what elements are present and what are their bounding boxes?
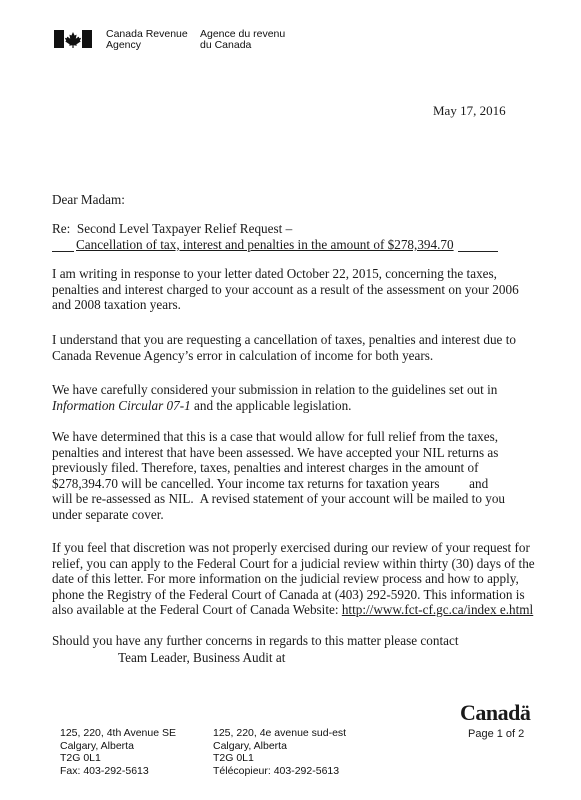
re-line bbox=[52, 221, 292, 237]
agency-fr-line2: du Canada bbox=[200, 39, 252, 51]
signatory-title: Team Leader, Business Audit at bbox=[118, 650, 286, 665]
paragraph-determination bbox=[52, 429, 552, 523]
paragraph2-line: I understand that you are requesting a cancellation of taxes, penalties and interest due to bbox=[52, 332, 516, 347]
address-en-line: Fax: 403-292-5613 bbox=[60, 764, 149, 777]
paragraph4-line: penalties and interest that have been assessed. We have accepted your NIL returns as bbox=[52, 444, 499, 460]
address-english bbox=[60, 727, 176, 777]
paragraph3-tail: and the applicable legislation. bbox=[190, 397, 352, 413]
subject-underline-left bbox=[52, 251, 74, 252]
paragraph-consideration bbox=[52, 382, 552, 413]
paragraph1-line: I am writing in response to your letter dated October 22, 2015, concerning the taxes, bbox=[52, 266, 497, 281]
agency-name-english bbox=[106, 29, 188, 51]
canada-wordmark-logo: Canadä bbox=[460, 700, 531, 725]
address-en-line: Calgary, Alberta bbox=[60, 739, 134, 752]
paragraph4-line: We have determined that this is a case that would allow for full relief from the taxes, bbox=[52, 429, 499, 444]
address-en-line: T2G 0L1 bbox=[60, 752, 101, 764]
re-label: Re: bbox=[52, 221, 71, 236]
paragraph4-line: will be re-assessed as NIL. A revised statement of your account will be mailed to you bbox=[52, 491, 506, 507]
salutation: Dear Madam: bbox=[52, 192, 125, 207]
paragraph5-line: date of this letter. For more information on the judicial review process and how to apply, bbox=[52, 571, 519, 587]
closing-sentence: Should you have any further concerns in regards to this matter please contact bbox=[52, 633, 459, 648]
paragraph4-line: $278,394.70 will be cancelled. Your income tax returns for taxation years and bbox=[52, 475, 489, 491]
paragraph3-line2 bbox=[52, 398, 552, 414]
letter-date: May 17, 2016 bbox=[433, 103, 506, 118]
paragraph1-line: and 2008 taxation years. bbox=[52, 297, 181, 313]
address-fr-line: T2G 0L1 bbox=[213, 752, 254, 764]
agency-en-line1: Canada Revenue bbox=[106, 28, 188, 40]
paragraph-response bbox=[52, 266, 552, 313]
address-en-line: 125, 220, 4th Avenue SE bbox=[60, 727, 176, 739]
canada-flag-icon bbox=[54, 30, 92, 48]
re-title: Second Level Taxpayer Relief Request – bbox=[76, 221, 293, 236]
paragraph-request bbox=[52, 332, 552, 363]
paragraph5-last-line bbox=[52, 602, 552, 618]
page-number: Page 1 of 2 bbox=[468, 728, 525, 740]
circular-reference: Information Circular 07-1 bbox=[52, 397, 191, 413]
subject-underline-right bbox=[458, 251, 498, 252]
agency-name-french bbox=[200, 29, 285, 51]
paragraph4-line: previously filed. Therefore, taxes, penalties and interest charges in the amount of bbox=[52, 460, 479, 476]
re-subject: Cancellation of tax, interest and penalties in the amount of $278,394.70 bbox=[76, 237, 454, 252]
paragraph5-line: If you feel that discretion was not properly exercised during our review of your request for bbox=[52, 540, 530, 555]
paragraph4-line: under separate cover. bbox=[52, 506, 164, 522]
paragraph1-line: penalties and interest charged to your account as a result of the assessment on your 2006 bbox=[52, 281, 519, 297]
paragraph3-line: We have carefully considered your submission in relation to the guidelines set out in bbox=[52, 382, 498, 397]
paragraph-judicial-review bbox=[52, 540, 552, 618]
address-french bbox=[213, 727, 346, 777]
paragraph5-last-text: also available at the Federal Court of Canada Website: bbox=[52, 602, 342, 618]
address-fr-line: 125, 220, 4e avenue sud-est bbox=[213, 727, 347, 739]
paragraph2-line: Canada Revenue Agency’s error in calculation of income for both years. bbox=[52, 347, 434, 363]
address-fr-line: Télécopieur: 403-292-5613 bbox=[213, 764, 340, 777]
federal-court-website-link[interactable]: http://www.fct-cf.gc.ca/index e.html bbox=[341, 602, 534, 618]
agency-en-line2: Agency bbox=[106, 39, 142, 51]
paragraph5-line: relief, you can apply to the Federal Court for a judicial review within thirty (30) days of the bbox=[52, 555, 535, 571]
paragraph5-line: phone the Registry of the Federal Court of Canada at (403) 292-5920. This information is bbox=[52, 586, 525, 602]
address-fr-line: Calgary, Alberta bbox=[213, 739, 287, 752]
agency-fr-line1: Agence du revenu bbox=[200, 28, 286, 40]
